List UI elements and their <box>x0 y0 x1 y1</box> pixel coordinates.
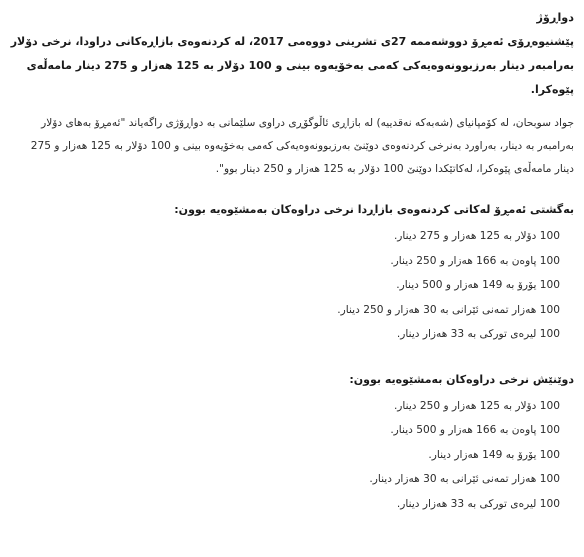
today-rates-list <box>10 224 574 347</box>
rate-eur-yesterday: 100 یۆرۆ بە 149 هەزار دینار. <box>428 448 560 461</box>
yesterday-rates-section <box>10 369 574 517</box>
rate-usd-yesterday: 100 دۆلار بە 125 هەزار و 250 دینار. <box>393 399 560 412</box>
yesterday-rates-list <box>10 394 574 517</box>
rate-irr-today: 100 هەزار تمەنی ئێرانی بە 30 هەزار و 250 دینار. <box>337 303 560 316</box>
rate-gbp-today: 100 پاوەن بە 166 هەزار و 250 دینار. <box>390 254 560 267</box>
quote-paragraph: جواد سوبحان، لە کۆمپانیای (شەبەکە نەقدییە) لە بازاڕی ئاڵوگۆڕی دراوی سلێمانی بە دواڕۆژی راگەیاند "ئەمڕۆ بەهای دۆلار بەرامبەر بە دینار، بەراورد بەنرخی کردنەوەی دوێنێ بەرزبوونەوەیەکی کەمی بەخۆیەوە بینی و 100 دۆلار بە 125 هەزار و 275 دینار مامەڵەی پێوەکرا، لەکاتێکدا دوێنێ 100 دۆلار بە 125 هەزار و 250 دینار بوو". <box>30 117 574 175</box>
rate-try-today: 100 لیرەی تورکی بە 33 هەزار دینار. <box>396 328 560 340</box>
rate-gbp-yesterday: 100 پاوەن بە 166 هەزار و 500 دینار. <box>390 424 560 436</box>
yesterday-rates-heading: دوێنێش نرخی دراوەکان بەمشێوەیە بوون: <box>349 372 574 386</box>
today-rates-section <box>10 199 574 347</box>
today-rates-heading: بەگشتی ئەمڕۆ لەکاتی کردنەوەی بازاڕدا نرخی دراوەکان بەمشێوەیە بوون: <box>174 203 574 216</box>
rate-usd-today: 100 دۆلار بە 125 هەزار و 275 دینار. <box>393 230 560 242</box>
rate-eur-today: 100 یۆرۆ بە 149 هەزار و 500 دینار. <box>396 279 560 291</box>
rate-irr-yesterday: 100 هەزار تمەنی ئێرانی بە 30 هەزار دینار. <box>369 473 560 485</box>
site-kicker: دواڕۆژ <box>536 11 574 24</box>
lead-paragraph: پێشنیوەڕۆی ئەمڕۆ دووشەممە 27ی تشرینی دووەمی 2017، لە کردنەوەی بازاڕەکانی دراودا، نرخی دۆلار بەرامبەر دینار بەرزبوونەوەیەکی کەمی بەخۆیەوە بینی و 100 دۆلار بە 125 هەزار و 275 دینار مامەڵەی پێوەکرا. <box>10 35 574 96</box>
rate-try-yesterday: 100 لیرەی تورکی بە 33 هەزار دینار. <box>396 497 560 510</box>
